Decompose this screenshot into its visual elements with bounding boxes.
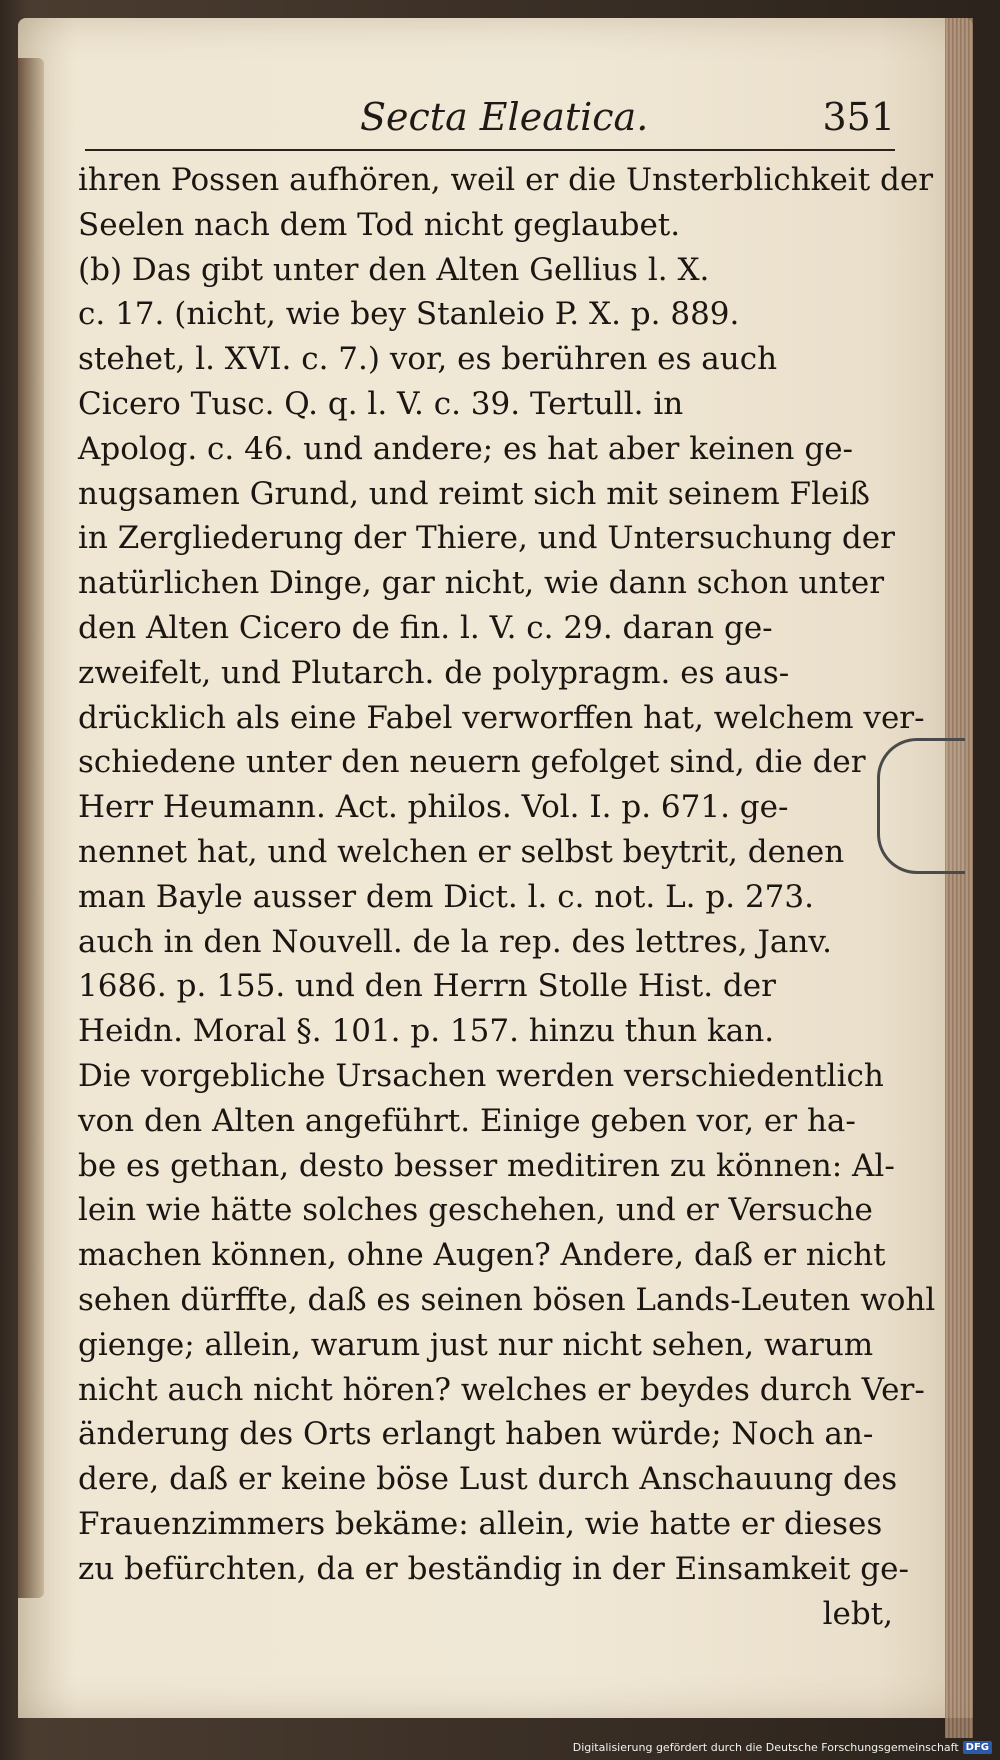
text-line: Frauenzimmers bekäme: allein, wie hatte er dieses (78, 1505, 883, 1542)
text-line: schiedene unter den neuern gefolget sind, die der (78, 744, 866, 781)
text-line: drücklich als eine Fabel verworffen hat, welchem ver- (78, 699, 925, 736)
text-line: ihren Possen aufhören, weil er die Unsterblichkeit der (78, 162, 934, 198)
text-line: Cicero Tusc. Q. q. l. V. c. 39. Tertull. in (78, 385, 684, 422)
text-line: Herr Heumann. Act. philos. Vol. I. p. 671. ge- (78, 789, 789, 826)
text-line: natürlichen Dinge, gar nicht, wie dann schon unter (78, 565, 885, 602)
text-line: Die vorgebliche Ursachen werden verschiedentlich (78, 1057, 884, 1094)
text-line: sehen dürffte, daß es seinen bösen Lands-Leuten wohl (78, 1281, 936, 1318)
text-line: nennet hat, und welchen er selbst beytrit, denen (78, 833, 845, 870)
body-text (78, 158, 936, 1636)
text-line: (b) Das gibt unter den Alten Gellius l. X. (78, 251, 710, 288)
text-line: lein wie hätte solches geschehen, und er Versuche (78, 1192, 873, 1229)
text-line: Seelen nach dem Tod nicht geglaubet. (78, 206, 681, 243)
text-line: änderung des Orts erlangt haben würde; Noch an- (78, 1416, 874, 1453)
page-edges (945, 18, 973, 1738)
running-title: Secta Eleatica. (360, 95, 649, 139)
text-line: Heidn. Moral §. 101. p. 157. hinzu thun kan. (78, 1013, 775, 1050)
text-line: machen können, ohne Augen? Andere, daß er nicht (78, 1237, 886, 1274)
text-line: Apolog. c. 46. und andere; es hat aber keinen ge- (78, 430, 854, 467)
text-line: zu befürchten, da er beständig in der Einsamkeit ge- (78, 1550, 909, 1587)
text-line: stehet, l. XVI. c. 7.) vor, es berühren es auch (78, 341, 778, 378)
text-line: nugsamen Grund, und reimt sich mit seinem Fleiß (78, 475, 870, 512)
text-line: in Zergliederung der Thiere, und Untersuchung der (78, 520, 895, 557)
page-header (85, 95, 895, 151)
text-line: c. 17. (nicht, wie bey Stanleio P. X. p. 889. (78, 296, 740, 333)
page-number: 351 (822, 95, 895, 139)
text-line: zweifelt, und Plutarch. de polypragm. es aus- (78, 654, 790, 691)
binding-edge (18, 58, 44, 1598)
text-line: dere, daß er keine böse Lust durch Anschauung des (78, 1461, 898, 1498)
text-line: auch in den Nouvell. de la rep. des lettres, Janv. (78, 923, 833, 960)
credit-text: Digitalisierung gefördert durch die Deutsche Forschungsgemeinschaft (572, 1741, 959, 1754)
text-line: man Bayle ausser dem Dict. l. c. not. L. p. 273. (78, 878, 814, 915)
text-line: gienge; allein, warum just nur nicht sehen, warum (78, 1326, 874, 1363)
text-line: be es gethan, desto besser meditiren zu können: Al- (78, 1147, 895, 1184)
text-line: 1686. p. 155. und den Herrn Stolle Hist. der (78, 968, 776, 1005)
text-line: von den Alten angeführt. Einige geben vor, er ha- (78, 1102, 856, 1139)
text-line: den Alten Cicero de fin. l. V. c. 29. daran ge- (78, 609, 773, 646)
text-line: nicht auch nicht hören? welches er beydes durch Ver- (78, 1371, 925, 1408)
text-line: lebt, (822, 1595, 893, 1632)
dfg-logo: DFG (963, 1741, 992, 1754)
footer-credit (573, 1741, 992, 1754)
